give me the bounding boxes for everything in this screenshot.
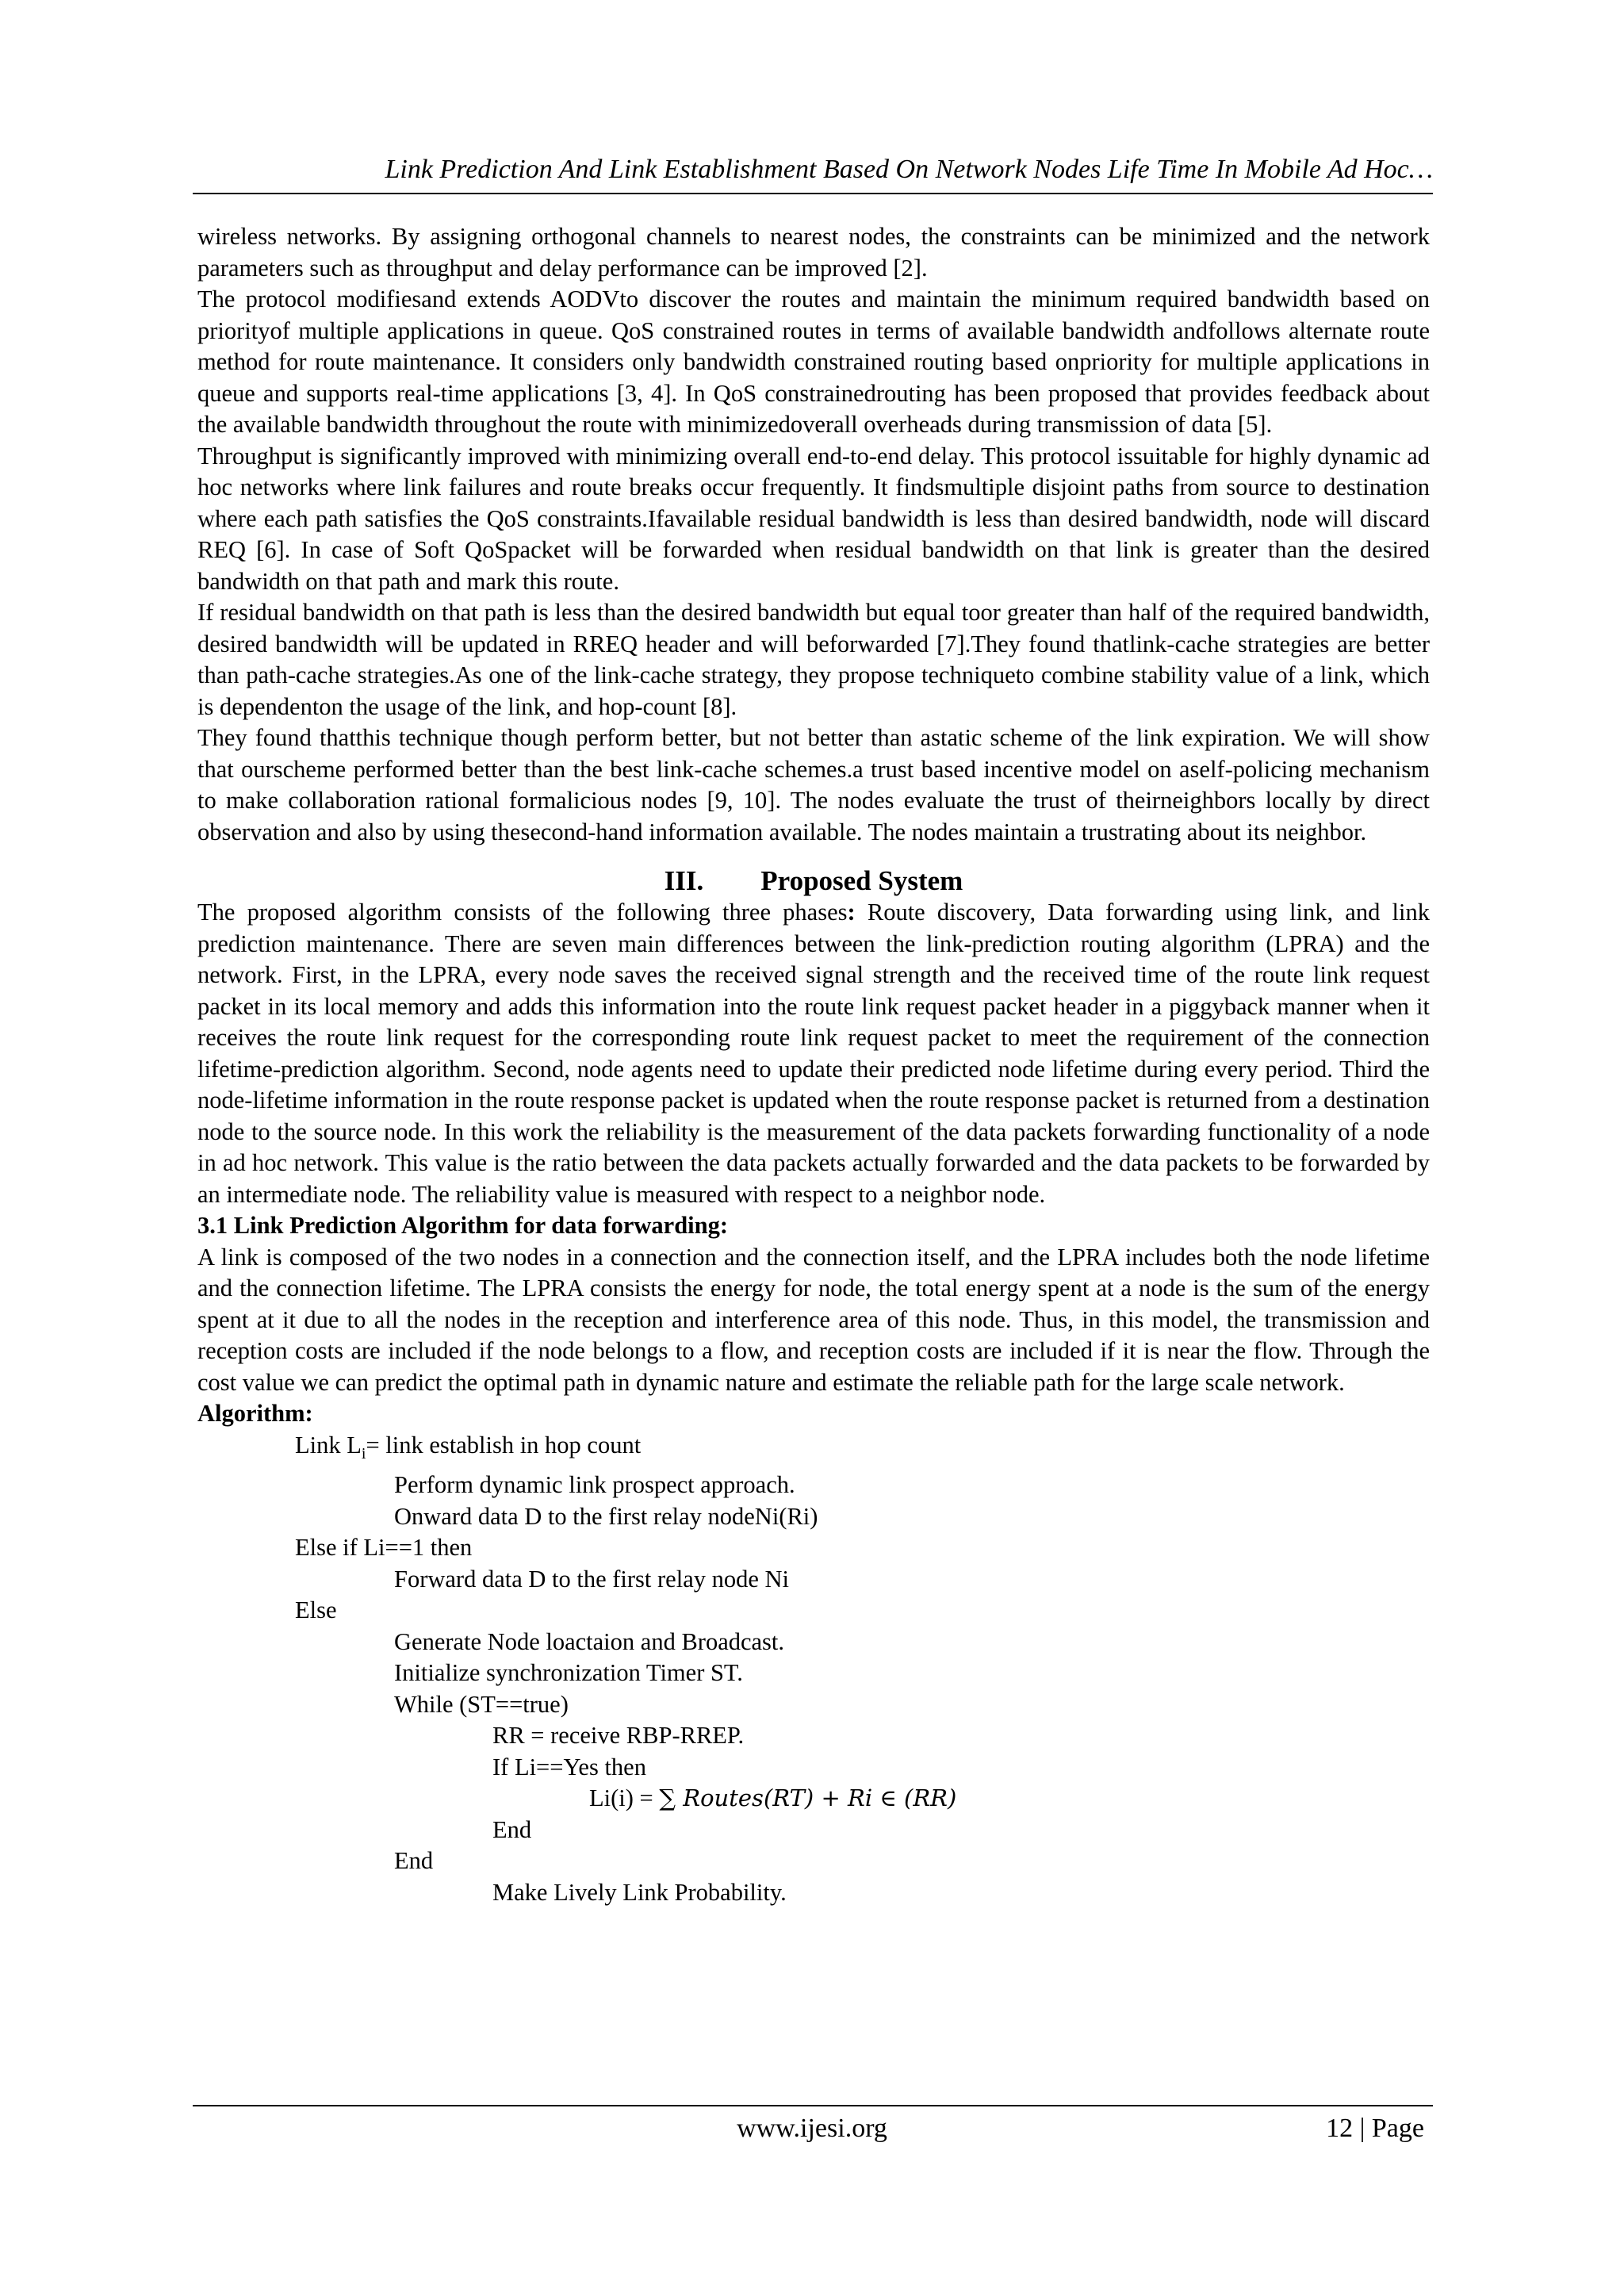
algorithm-line: Forward data D to the first relay node Ni — [394, 1565, 790, 1593]
paragraph-4: If residual bandwidth on that path is less than the desired bandwidth but equal toor greater than half of the required bandwidth, desired bandwidth will be updated in RREQ header and will beforwarded [7].They found thatlink-cache strategies are better than path-cache strategies.As one of the link-cache strategy, they propose techniqueto combine stability value of a link, which is dependenton the usage of the link, and hop-count [8]. — [197, 599, 1430, 720]
subsection-paragraph: A link is composed of the two nodes in a connection and the connection itself, and the LPRA includes both the node lifetime and the connection lifetime. The LPRA consists the energy for node, the total energy spent at a node is the sum of the energy spent at it due to all the nodes in the reception and interference area of this node. Thus, in this model, the transmission and reception costs are included if the node belongs to a flow, and reception costs are included if it is near the flow. Through the cost value we can predict the optimal path in dynamic nature and estimate the reliable path for the large scale network. — [197, 1243, 1430, 1396]
section-number: III. — [664, 865, 704, 896]
paragraph-3: Throughput is significantly improved with minimizing overall end-to-end delay. This protocol issuitable for highly dynamic ad hoc networks where link failures and route breaks occur frequently. It findsmultiple disjoint paths from source to destination where each path satisfies the QoS constraints.Ifavailable residual bandwidth is less than desired bandwidth, node will discard REQ [6]. In case of Soft QoSpacket will be forwarded when residual bandwidth on that link is greater than the desired bandwidth on that path and mark this route. — [197, 442, 1430, 595]
algorithm-line: Perform dynamic link prospect approach. — [394, 1471, 795, 1499]
section-heading — [197, 865, 1430, 897]
footer-divider — [193, 2105, 1433, 2106]
paragraph-2: The protocol modifiesand extends AODVto discover the routes and maintain the minimum required bandwidth based on priorityof multiple applications in queue. QoS constrained routes in terms of available bandwidth andfollows alternate route method for route maintenance. It considers only bandwidth constrained routing based onpriority for multiple applications in queue and supports real-time applications [3, 4]. In QoS constrainedrouting has been proposed that provides feedback about the available bandwidth throughout the route with minimizedoverall overheads during transmission of data [5]. — [197, 286, 1430, 438]
algorithm-line: While (ST==true) — [394, 1690, 569, 1718]
algorithm-line: If Li==Yes then — [492, 1753, 646, 1780]
algorithm-line: Make Lively Link Probability. — [492, 1878, 787, 1906]
section-title: Proposed System — [760, 865, 963, 896]
subsection-heading: 3.1 Link Prediction Algorithm for data forwarding: — [197, 1212, 729, 1239]
section-intro-colon: : — [847, 899, 856, 926]
algorithm-title: Algorithm: — [197, 1400, 313, 1427]
running-header: Link Prediction And Link Establishment Based On Network Nodes Life Time In Mobile Ad Hoc… — [385, 155, 1433, 184]
section-intro-rest: Route discovery, Data forwarding using link, and link prediction maintenance. There are seven main differences between the link-prediction routing algorithm (LPRA) and the network. First, in the LPRA, every node saves the received signal strength and the received time of the route link request packet in its local memory and adds this information into the route link request packet header in a piggyback manner when it receives the route link request for the corresponding route link request packet to meet the requirement of the connection lifetime-prediction algorithm. Second, node agents need to update their predicted node lifetime during every period. Third the node-lifetime information in the route response packet is updated when the route response packet is returned from a destination node to the source node. In this work the reliability is the measurement of the data packets forwarding functionality of a node in ad hoc network. This value is the ratio between the data packets actually forwarded and the data packets to be forwarded by an intermediate node. The reliability value is measured with respect to a neighbor node. — [197, 899, 1430, 1208]
section-intro — [197, 897, 1430, 1210]
header-divider — [193, 193, 1433, 194]
algorithm-line: End — [492, 1815, 532, 1843]
section-intro-lead: The proposed algorithm consists of the following three phases — [197, 899, 848, 926]
algorithm-line: Onward data D to the first relay nodeNi(Ri) — [394, 1502, 818, 1530]
algorithm-line: End — [394, 1847, 434, 1875]
paragraph-1: wireless networks. By assigning orthogonal channels to nearest nodes, the constraints can be minimized and the network parameters such as throughput and delay performance can be improved [2]. — [197, 223, 1430, 282]
algorithm-block — [197, 1430, 1430, 1909]
algorithm-line: Else if Li==1 then — [295, 1534, 473, 1562]
algorithm-line: Link $L_i=$ link establish in hop count — [295, 1431, 642, 1462]
link-formula: ∑ Routes(RT) + Ri ∈ (RR) — [659, 1784, 957, 1812]
algorithm-formula-line: Li(i) = ∑ Routes(RT) + Ri ∈ (RR) — [589, 1784, 957, 1812]
footer-website: www.ijesi.org — [737, 2114, 887, 2143]
algorithm-line: RR = receive RBP-RREP. — [492, 1722, 745, 1750]
paragraph-5: They found thatthis technique though perform better, but not better than astatic scheme of the link expiration. We will show that ourscheme performed better than the best link-cache schemes.a trust based incentive model on aself-policing mechanism to make collaboration rational formalicious nodes [9, 10]. The nodes evaluate the trust of theirneighbors locally by direct observation and also by using thesecond-hand information available. The nodes maintain a trustrating about its neighbor. — [197, 724, 1430, 845]
page-number: 12 | Page — [1326, 2114, 1424, 2143]
algorithm-line: Generate Node loactaion and Broadcast. — [394, 1627, 785, 1655]
algorithm-line: Else — [295, 1596, 337, 1624]
article-body — [197, 221, 1430, 1908]
algorithm-line: Initialize synchronization Timer ST. — [394, 1659, 743, 1687]
